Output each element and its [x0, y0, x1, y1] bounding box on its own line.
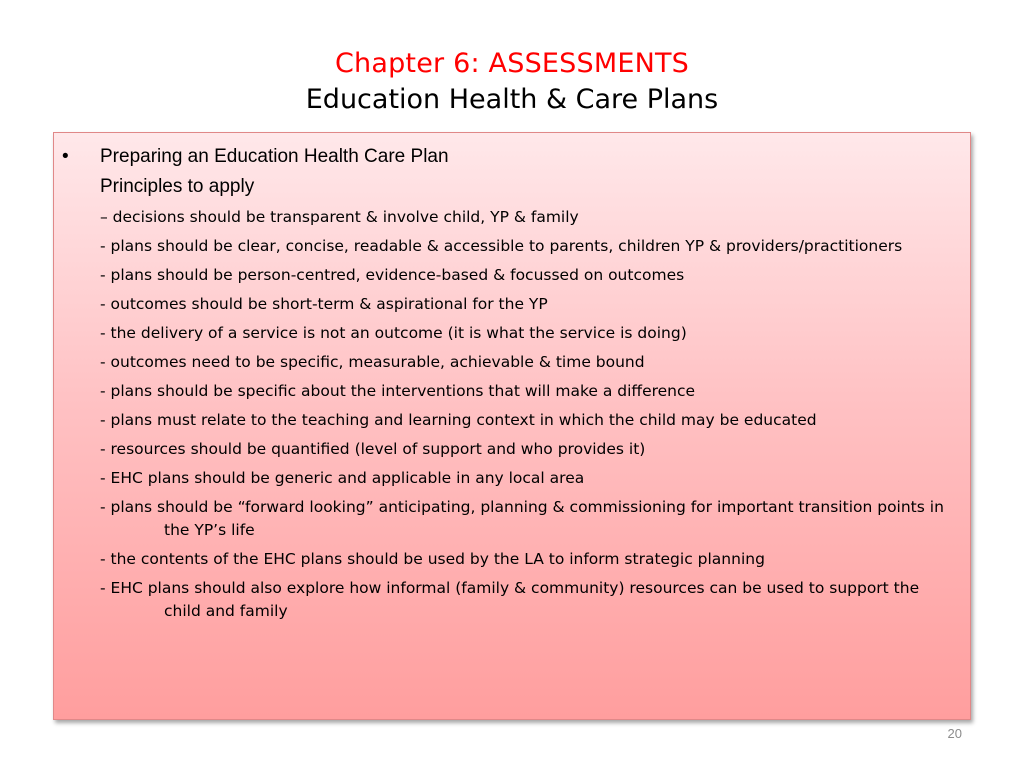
list-item: - resources should be quantified (level of support and who provides it)	[100, 440, 646, 458]
principles-list	[100, 206, 960, 629]
chapter-title: Chapter 6: ASSESSMENTS	[334, 48, 690, 79]
list-item: - outcomes should be short-term & aspirational for the YP	[100, 295, 548, 313]
list-item: – decisions should be transparent & involve child, YP & family	[100, 208, 579, 226]
list-item: - plans should be specific about the interventions that will make a difference	[100, 382, 696, 400]
list-item: - EHC plans should also explore how informal (family & community) resources can be used to support the child and family	[100, 579, 920, 620]
slide-title	[0, 46, 1024, 118]
list-item: - plans should be clear, concise, readable & accessible to parents, children YP & providers/practitioners	[100, 237, 903, 255]
bullet-heading	[62, 145, 449, 169]
list-item: - the contents of the EHC plans should be used by the LA to inform strategic planning	[100, 550, 765, 568]
subtitle: Education Health & Care Plans	[305, 84, 719, 115]
list-item: - plans should be person-centred, evidence-based & focussed on outcomes	[100, 266, 685, 284]
principles-label: Principles to apply	[100, 176, 255, 197]
bullet-icon: •	[62, 146, 69, 167]
bullet-text: Preparing an Education Health Care Plan	[100, 146, 449, 167]
list-item: - plans must relate to the teaching and learning context in which the child may be educated	[100, 411, 817, 429]
list-item: - EHC plans should be generic and applicable in any local area	[100, 469, 585, 487]
content-box	[53, 132, 971, 720]
page-number: 20	[947, 726, 962, 741]
list-item: - outcomes need to be specific, measurable, achievable & time bound	[100, 353, 645, 371]
list-item: - the delivery of a service is not an outcome (it is what the service is doing)	[100, 324, 687, 342]
list-item: - plans should be “forward looking” anticipating, planning & commissioning for important transition points in the YP’s life	[100, 498, 944, 539]
